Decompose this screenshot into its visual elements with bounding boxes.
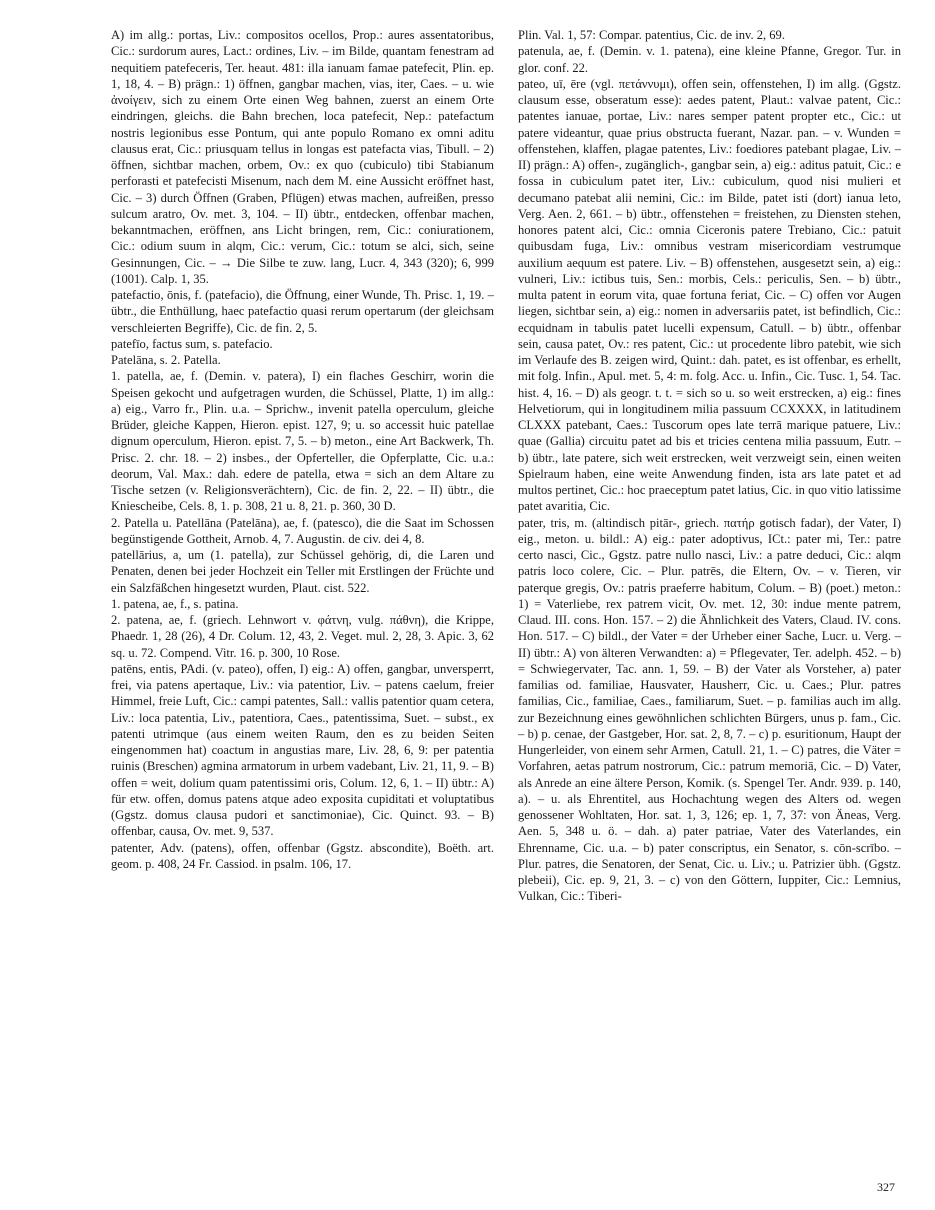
entry-patens: patēns, entis, PAdi. (v. pateo), offen, I) eig.: A) offen, gangbar, unversperrt, frei, via patens apertaque, Liv.: via patentior, Liv. – patens caelum, freier Himmel, freie Luft, Cic.: campi patentes, Sall.: vallis patentior quam cetera, Liv.: loca patentia, Liv., patentiora, Caes., patentissima, Suet. – subst., ex patenti utrimque (aus einem weiten Raum, den es zu beiden Seiten eingenommen hat) coactum in angustias mare, Liv. 28, 6, 9: per patentia ruinis (Breschen) agmina armatorum in urbem vadebant, Liv. 21, 11, 9. – B) offen = weit, dolium quam patentissimi oris, Colum. 12, 6, 1. – II) übtr.: A) für etw. offen, domus patens atque adeo exposita cupiditati et voluptatibus (Ggstz. domus clausa pudori et sanctimoniae), Cic. Quinct. 93. – B) offenbar, causa, Ov. met. 9, 537. (111, 661, 494, 839)
entry-patellarius: patellārius, a, um (1. patella), zur Schüssel gehörig, di, die Laren und Penaten, denen bei jeder Hochzeit ein Teller mit Erstlingen der Früchte und ein Salzfäßchen hingesetzt wurden, Plaut. cist. 522. (111, 548, 494, 595)
entry-patefacio-cont: A) im allg.: portas, Liv.: compositos ocellos, Prop.: aures assentatoribus, Cic.: surdorum aures, Lact.: ordines, Liv. – im Bilde, quantam fenestram ad nequitiem patefeceris, Ter. heaut. 481: illa ianuam famae patefecit, Plin. ep. 1, 18, 4. – B) prägn.: 1) öffnen, gangbar machen, vias, iter, Caes. – u. wie ἀνοίγειν, sich zu einem Orte einen Weg bahnen, zuerst an einem Orte eindringen, gleichs. die Bahn brechen, loca patefecit, Nep.: patefactum nostris legionibus esse Pontum, qui ante populo Romano ex omni aditu clausus erat, Cic.: priusquam tellus in longas est patefacta vias, Tibull. – 2) öffnen, sichtbar machen, orbem, Ov.: ex quo (cubiculo) tibi Stabianum perforasti et patefecisti Misenum, nach dem M. eine Aussicht eröffnet hast, Cic. – 3) durch Öffnen (Graben, Pflügen) etwas machen, aufreißen, presso sulcum aratro, Ov. met. 3, 104. – II) übtr., entdecken, offenbar machen, bekanntmachen, eröffnen, ans Licht bringen, rem, Cic.: coniurationem, Cic.: odium suum in alqm, Cic.: verum, Cic.: totum se alci, sich, seine Gesinnungen, Cic. – → Die Silbe te zuw. lang, Lucr. 4, 343 (320); 6, 999 (1001). Calp. 1, 35. (111, 28, 494, 286)
entry-patena-1: 1. patena, ae, f., s. patina. (111, 596, 239, 611)
left-column (111, 27, 494, 1177)
entry-patefio: patefīo, factus sum, s. patefacio. (111, 336, 273, 351)
entry-pateo: pateo, uī, ēre (vgl. πετάννυμι), offen sein, offenstehen, I) im allg. (Ggstz. clausum esse, obseratum esse): aedes patent, Plaut.: valvae patent, Cic.: patentes ianuae, portae, Liv.: nares semper patent propter etc., Cic.: ut patere videantur, quae prius obstructa fuerant, Nazar. pan. – v. Wunden = offenstehen, klaffen, plagae patentes, Liv.: foediores patebant plagae, Liv. – II) prägn.: A) offen-, zugänglich-, gangbar sein, a) eig.: aditus patuit, Cic.: e fossa in cubiculum patet iter, Liv.: cubiculum, quod nisi mulieri et decumano patebat alii nemini, Cic.: im Bilde, patet isti (dort) ianua leto, Verg. Aen. 2, 661. – b) übtr., offenstehen = freistehen, zu Diensten stehen, honores patent alci, Cic.: omnia Ciceronis patere Trebiano, Cic.: patuit quibusdam fuga, Liv.: omnibus vestram misericordiam vestrumque auxilium aequum est patere. Liv. – B) offenstehen, ausgesetzt sein, a) eig.: vulneri, Liv.: ictibus tuis, Sen.: morbis, Cels.: periculis, Sen. – b) übtr., multa patent in eorum vita, quae fortuna feriat, Cic. – C) offen vor Augen liegen, sichtbar sein, a) eig.: nomen in adversariis patet, ist befindlich, Cic.: ecquidnam in tabulis patet lucelli expensum, Catull. – b) übtr., offenbar sein, causa patet, Ov.: res patent, Cic.: ut procedente libro patebit, wie sich im Verlaufe des B. zeigen wird, Quint.: dah. patet, es ist offenbar, es erhellt, mit folg. Infin., Apul. met. 5, 4: m. folg. Acc. u. Infin., Cic. Tusc. 1, 54. Tac. hist. 4, 16. – D) als geogr. t. t. = sich so u. so weit erstrecken, a) eig.: fines Helvetiorum, qui in longitudinem milia passuum CCXXXX, in latitudinem CLXXX patebant, Caes.: Tuscorum opes late terrā marique patuere, Liv.: quae (Gallia) circuitu patet ad bis et tricies centena milia passuum, Eutr. – b) übtr., late patere, sich weit erstrecken, weit verzweigt sein, einen weiten Spielraum haben, eine weite Anwendung finden, ista ars late patet et ad multos pertinet, Cic.: hoc praeceptum patet latius, Cic. in quo vitio latissime patet avaritia, Cic. (518, 76, 901, 514)
page-number: 327 (877, 1180, 895, 1194)
entry-patelana: Patelāna, s. 2. Patella. (111, 353, 221, 367)
entry-patenter-cont: Plin. Val. 1, 57: Compar. patentius, Cic. de inv. 2, 69. (518, 28, 785, 42)
entry-patena-2: 2. patena, ae, f. (griech. Lehnwort v. φάτνη, vulg. πάθνη), die Krippe, Phaedr. 1, 28 (26), 4 Dr. Colum. 12, 43, 2. Veget. mul. 2, 28, 3. Apic. 3, 62 sq. u. 72. Compend. Vitr. 16. p. 300, 10 Rose. (111, 613, 494, 660)
entry-patenter: patenter, Adv. (patens), offen, offenbar (Ggstz. abscondite), Boëth. art. geom. p. 408, 24 Fr. Cassiod. in psalm. 106, 17. (111, 840, 494, 871)
entry-patella-2: 2. Patella u. Patellāna (Patelāna), ae, f. (patesco), die die Saat im Schossen begünstigende Gottheit, Arnob. 4, 7. Augustin. de civ. dei 4, 8. (111, 515, 494, 546)
entry-patefactio: patefactio, ōnis, f. (patefacio), die Öffnung, einer Wunde, Th. Prisc. 1, 19. – übtr., die Enthüllung, haec patefactio quasi rerum opertarum (der gleichsam verschleierten Begriffe), Cic. de fin. 2, 5. (111, 288, 494, 335)
entry-pater: pater, tris, m. (altindisch pitār-, griech. πατήρ gotisch fadar), der Vater, I) eig., meton. u. bildl.: A) eig.: pater adoptivus, ICt.: pater mi, Ter.: patre certo nasci, Cic., Ggstz. patre nullo nasci, Liv.: a patre deduci, Cic.: alqm patris loco colere, Cic. – Plur. patrēs, die Eltern, Ov. – v. Tieren, vir paterque gregis, Ov.: patris praeferre habitum, Colum. – B) (poet.) meton.: 1) = Vaterliebe, rex patrem vicit, Ov. met. 12, 30: indue mente patrem, Claud. III. cons. Hon. 157. – 2) die Ähnlichkeit des Vaters, Claud. IV. cons. Hon. 517. – C) bildl., der Vater = der Urheber einer Sache, Lucr. u. Verg. – II) übtr.: A) von älteren Verwandten: a) = Pflegevater, Ter. adelph. 452. – b) = Schwiegervater, Tac. ann. 1, 59. – B) der Vater als Vorsteher, a) pater familias od. familiae, Hausvater, Hausherr, Cic. u. Caes.; Plur. patres familias, Cic., familiae, Caes., familiarum, Suet. – p. familias auch im allg. zur Bezeichnung eines gewöhnlichen schlichten Bürgers, unus p. fam., Cic. – b) p. cenae, der Gastgeber, Hor. sat. 2, 8, 7. – c) p. esuritionum, Haupt der Hungerleider, von einem sehr Armen, Catull. 21, 1. – C) patres, die Väter = Vorfahren, aetas patrum nostrorum, Cic.: patrum memoriā, Cic. – D) Vater, als Anrede an eine ältere Person, Komik. (s. Spengel Ter. Andr. 939. p. 140, a). – u. als Ehrentitel, aus Hochachtung wegen des Alters od. wegen genossener Wohltaten, Hor. sat. 1, 3, 126; ep. 1, 7, 37: von Äneas, Verg. Aen. 5, 348 u. ö. – dah. a) pater patriae, Vater des Vaterlandes, ein Ehrenname, Cic. u.a. – b) pater conscriptus, ein Senator, s. cōn-scrībo. – Plur. patres, die Senatoren, der Senat, Cic. u. Liv.; u. Patrizier übh. (Ggstz. plebeii), Cic. ep. 9, 21, 3. – c) von den Göttern, Iuppiter, Cic.: Lemnius, Vulkan, Cic.: Tiberi- (518, 515, 901, 904)
right-column (518, 27, 901, 1177)
entry-patenula: patenula, ae, f. (Demin. v. 1. patena), eine kleine Pfanne, Gregor. Tur. in glor. conf. 22. (518, 44, 901, 75)
entry-patella-1: 1. patella, ae, f. (Demin. v. patera), I) ein flaches Geschirr, worin die Speisen gekocht und aufgetragen wurden, die Schüssel, Platte, 1) im allg.: a) eig., Varro fr., Plin. u.a. – Sprichw., invenit patella operculum, gleiche Brüder, gleiche Kappen, Hieron. epist. 127, 9; u. so accessit huic patellae dignum operculum, Hieron. epist. 7, 5. – b) meton., eine Art Backwerk, Th. Prisc. 2. chr. 18. – 2) insbes., der Opferteller, die Opferplatte, Cic. u.a.: deorum, Val. Max.: dah. edere de patella, etwa = sich an dem Altare zu Tische setzen (v. Religionsverächtern), Cic. de fin. 2, 22. – II) übtr., die Kniescheibe, Cels. 8, 1. p. 308, 21 u. 8, 21. p. 360, 30 D. (111, 369, 494, 514)
